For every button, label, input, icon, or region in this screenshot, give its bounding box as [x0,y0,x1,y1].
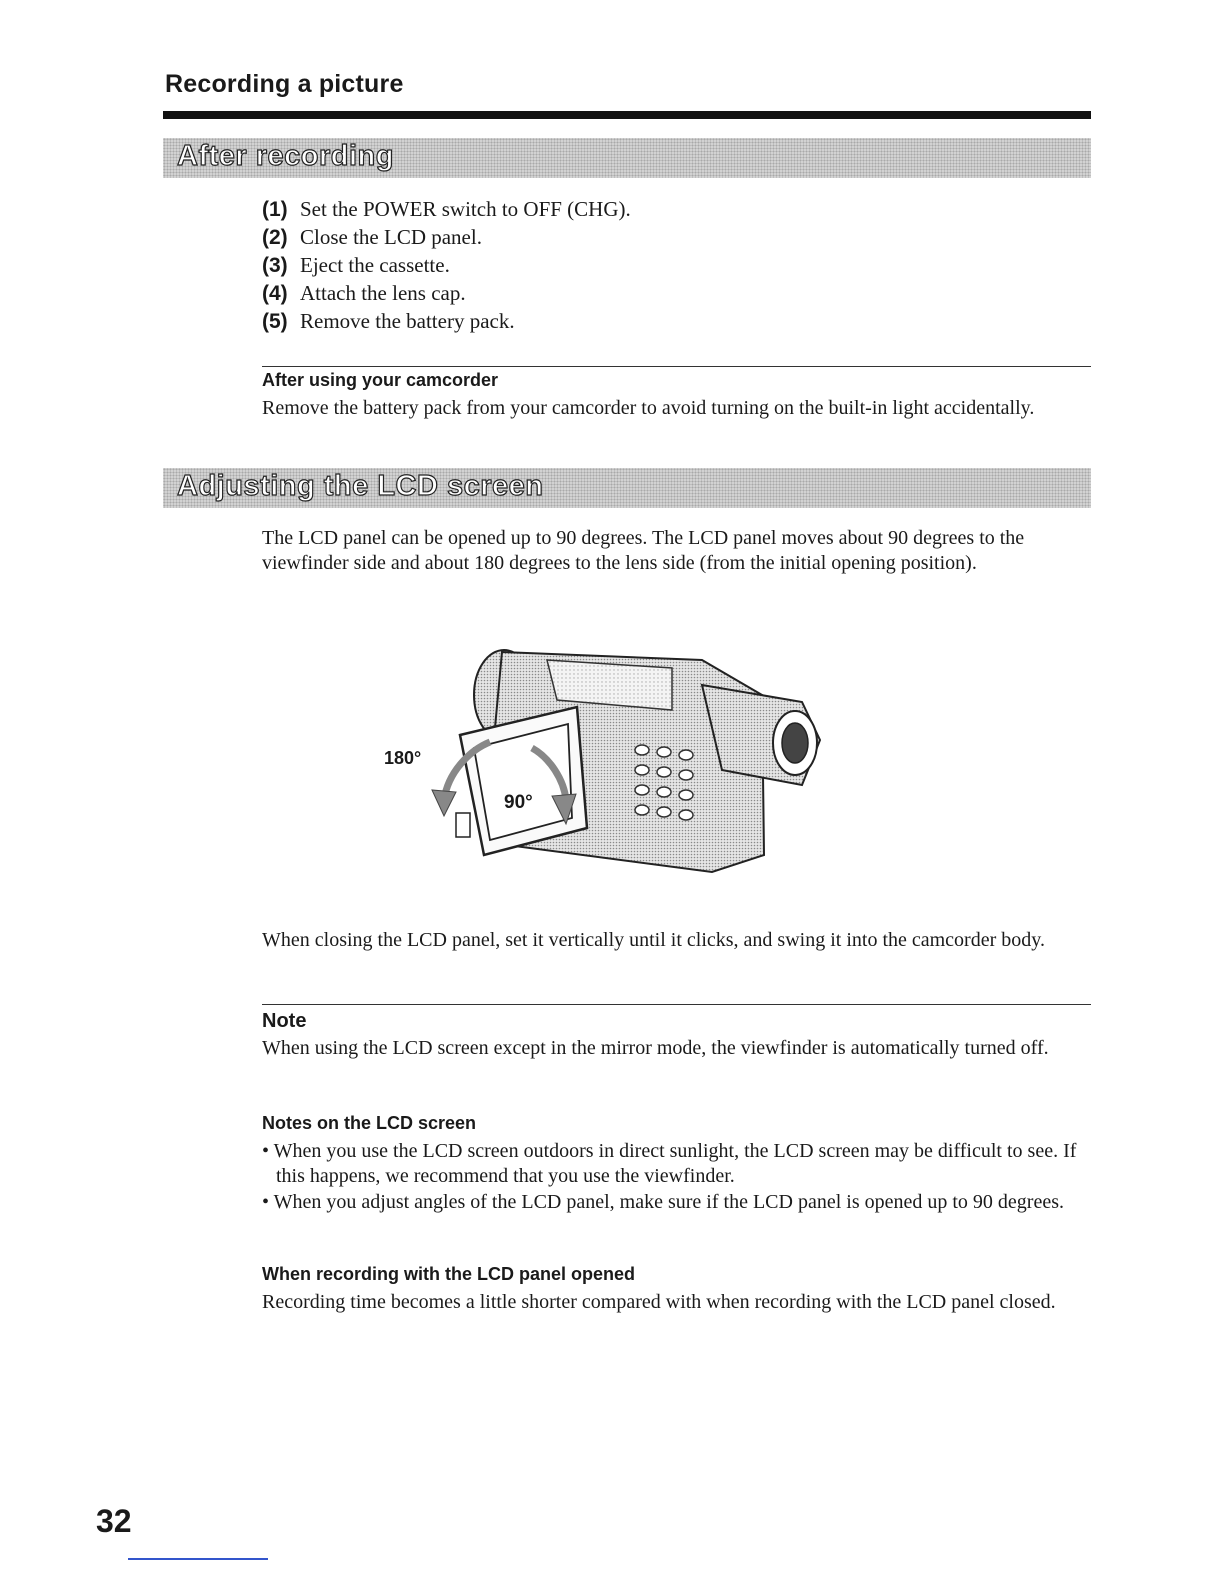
lcd-intro-text: The LCD panel can be opened up to 90 degrees. The LCD panel moves about 90 degrees to the viewfinder side and about 180 degrees to the lens side (from the initial opening position). [262,527,1025,574]
step-text: Set the POWER switch to OFF (CHG). [300,197,631,221]
step-item [262,223,631,251]
section-heading-after-recording: After recording [177,140,394,172]
step-number: (1) [262,198,288,221]
page-number: 32 [96,1503,132,1539]
list-item: • When you use the LCD screen outdoors in direct sunlight, the LCD screen may be difficult to see. If this happens, we recommend that you use the viewfinder. [262,1140,1077,1187]
tip-text: Remove the battery pack from your camcorder to avoid turning on the built-in light accidentally. [262,397,1035,419]
step-text: Eject the cassette. [300,253,450,277]
list-item: • When you adjust angles of the LCD panel, make sure if the LCD panel is opened up to 90 degrees. [262,1191,1064,1213]
angle-label-90: 90° [504,792,533,813]
recording-text: Recording time becomes a little shorter compared with when recording with the LCD panel closed. [262,1291,1056,1313]
step-number: (3) [262,254,288,277]
step-text: Close the LCD panel. [300,225,482,249]
notes-lcd-list [262,1139,1092,1216]
tip-heading: After using your camcorder [262,370,499,390]
step-item [262,195,631,223]
footer-line [128,1558,268,1560]
recording-heading: When recording with the LCD panel opened [262,1264,636,1284]
step-item [262,307,631,335]
section-band-adjusting-lcd [163,468,1091,508]
page-title: Recording a picture [165,70,404,98]
step-text: Attach the lens cap. [300,281,466,305]
step-item [262,251,631,279]
camcorder-illustration [372,640,832,885]
step-text: Remove the battery pack. [300,309,515,333]
divider-rule [262,1004,1091,1005]
step-number: (4) [262,282,288,305]
after-recording-steps [262,195,631,335]
notes-lcd-heading: Notes on the LCD screen [262,1113,477,1133]
section-band-after-recording [163,138,1091,178]
note-heading: Note [262,1010,307,1032]
step-number: (2) [262,226,288,249]
section-heading-adjusting-lcd: Adjusting the LCD screen [177,470,544,502]
angle-label-180: 180° [384,748,422,768]
step-item [262,279,631,307]
divider-rule [262,366,1091,367]
step-number: (5) [262,310,288,333]
note-text: When using the LCD screen except in the mirror mode, the viewfinder is automatically turned off. [262,1037,1049,1059]
title-rule [163,111,1091,119]
lcd-closing-text: When closing the LCD panel, set it vertically until it clicks, and swing it into the camcorder body. [262,929,1045,951]
